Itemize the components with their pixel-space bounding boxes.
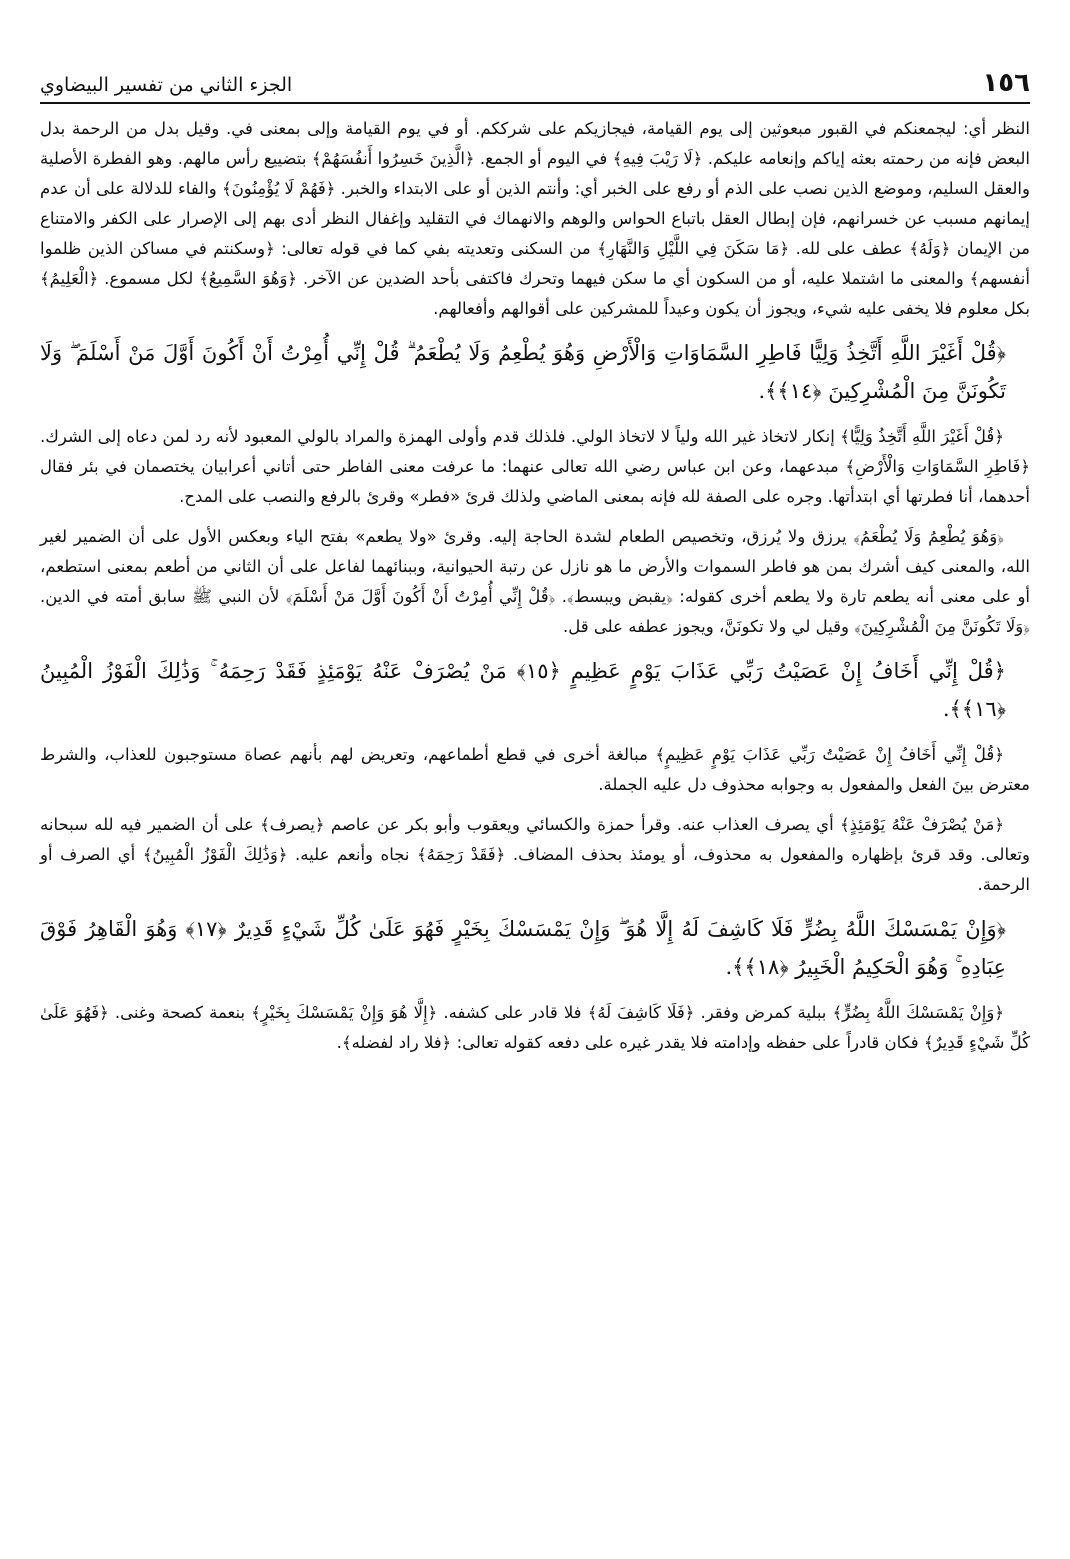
running-title: الجزء الثاني من تفسير البيضاوي	[40, 74, 293, 96]
commentary-paragraph: ﴿وَإِنْ يَمْسَسْكَ اللَّهُ بِضُرٍّ﴾ ببلية كمرض وفقر. ﴿فَلَا كَاشِفَ لَهُ﴾ فلا قادر على كشفه. ﴿إِلَّا هُوَ وَإِنْ يَمْسَسْكَ بِخَيْرٍ﴾ بنعمة كصحة وغنى. ﴿فَهُوَ عَلَىٰ كُلِّ شَيْءٍ قَدِيرٌ﴾ فكان قادراً على حفظه وإدامته فلا يقدر غيره على دفعه كقوله تعالى: ﴿فلا راد لفضله﴾.	[40, 1003, 1030, 1052]
quran-verse: ﴿قُلْ إِنِّي أَخَافُ إِنْ عَصَيْتُ رَبِّي عَذَابَ يَوْمٍ عَظِيمٍ ﴿١٥﴾ مَنْ يُصْرَفْ عَنْهُ يَوْمَئِذٍ فَقَدْ رَحِمَهُ ۚ وَذَٰلِكَ الْفَوْزُ الْمُبِينُ ﴿١٦﴾﴾.	[40, 659, 1006, 721]
commentary-paragraph: ﴿قُلْ إِنِّي أَخَافُ إِنْ عَصَيْتُ رَبِّي عَذَابَ يَوْمٍ عَظِيمٍ﴾ مبالغة أخرى في قطع أطماعهم، وتعريض لهم بأنهم عصاة مستوجبون للعذاب، والشرط معترض بينَ الفعل والمفعول به وجوابه محذوف دل عليه الجملة.	[40, 745, 1030, 794]
book-page	[40, 58, 1030, 1538]
commentary-paragraph: ﴿قُلْ أَغَيْرَ اللَّهِ أَتَّخِذُ وَلِيًّا﴾ إنكار لاتخاذ غير الله ولياً لا لاتخاذ الولي. فلذلك قدم وأولى الهمزة والمراد بالولي المعبود لأنه رد لمن دعاه إلى الشرك. ﴿فَاطِرِ السَّمَاوَاتِ وَالْأَرْضِ﴾ مبدعهما، وعن ابن عباس رضي الله تعالى عنهما: ما عرفت معنى الفاطر حتى أتاني أعرابيان يختصمان في بئر فقال أحدهما، أنا فطرتها أي ابتدأتها. وجره على الصفة لله فإنه بمعنى الماضي ولذلك قرئ «فطر» وقرئ بالرفع والنصب على المدح.	[40, 427, 1030, 506]
page-header	[40, 58, 1030, 104]
commentary-paragraph: النظر أي: ليجمعنكم في القبور مبعوثين إلى يوم القيامة، فيجازيكم على شرككم. أو في يوم القيامة وإلى بمعنى في. وقيل بدل من الرحمة بدل البعض فإنه من رحمته بعثه إياكم وإنعامه عليكم. ﴿لَا رَيْبَ فِيهِ﴾ في اليوم أو الجمع. ﴿الَّذِينَ خَسِرُوا أَنفُسَهُمْ﴾ بتضييع رأس مالهم. وهو الفطرة الأصلية والعقل السليم، وموضع الذين نصب على الذم أو رفع على الخبر أي: وأنتم الذين أو على الابتداء والخبر. ﴿فَهُمْ لَا يُؤْمِنُونَ﴾ والفاء للدلالة على أن عدم إيمانهم مسبب عن خسرانهم، فإن إبطال العقل باتباع الحواس والوهم والانهماك في التقليد وإغفال النظر أدى بهم إلى الإصرار على الكفر والامتناع من الإيمان ﴿وَلَهُ﴾ عطف على لله. ﴿مَا سَكَنَ فِي اللَّيْلِ وَالنَّهَارِ﴾ من السكنى وتعديته بفي كما في قوله تعالى: ﴿وسكنتم في مساكن الذين ظلموا أنفسهم﴾ والمعنى ما اشتملا عليه، أو من السكون أي ما سكن فيهما وتحرك فاكتفى بأحد الضدين عن الآخر. ﴿وَهُوَ السَّمِيعُ﴾ لكل مسموع. ﴿الْعَلِيمُ﴾ بكل معلوم فلا يخفى عليه شيء، ويجوز أن يكون وعيداً للمشركين على أقوالهم وأفعالهم.	[40, 119, 1030, 318]
quran-verse: ﴿وَإِنْ يَمْسَسْكَ اللَّهُ بِضُرٍّ فَلَا كَاشِفَ لَهُ إِلَّا هُوَ ۖ وَإِنْ يَمْسَسْكَ بِخَيْرٍ فَهُوَ عَلَىٰ كُلِّ شَيْءٍ قَدِيرٌ ﴿١٧﴾ وَهُوَ الْقَاهِرُ فَوْقَ عِبَادِهِ ۚ وَهُوَ الْحَكِيمُ الْخَبِيرُ ﴿١٨﴾﴾.	[40, 917, 1006, 979]
quran-verse: ﴿قُلْ أَغَيْرَ اللَّهِ أَتَّخِذُ وَلِيًّا فَاطِرِ السَّمَاوَاتِ وَالْأَرْضِ وَهُوَ يُطْعِمُ وَلَا يُطْعَمُ ۗ قُلْ إِنِّي أُمِرْتُ أَنْ أَكُونَ أَوَّلَ مَنْ أَسْلَمَ ۖ وَلَا تَكُونَنَّ مِنَ الْمُشْرِكِينَ ﴿١٤﴾﴾.	[40, 341, 1006, 403]
commentary-paragraph: ﴿مَنْ يُصْرَفْ عَنْهُ يَوْمَئِذٍ﴾ أي يصرف العذاب عنه. وقرأ حمزة والكسائي ويعقوب وأبو بكر عن عاصم ﴿يصرف﴾ على أن الضمير فيه لله سبحانه وتعالى. وقد قرئ بإظهاره والمفعول به محذوف، أو يومئذ بحذف المضاف. ﴿فَقَدْ رَحِمَهُ﴾ نجاه وأنعم عليه. ﴿وَذَٰلِكَ الْفَوْزُ الْمُبِينُ﴾ أي الصرف أو الرحمة.	[40, 815, 1030, 894]
commentary-paragraph: ﴿وَهُوَ يُطْعِمُ وَلَا يُطْعَمُ﴾ يرزق ولا يُرزق، وتخصيص الطعام لشدة الحاجة إليه. وقرئ «ولا يطعم» بفتح الياء وبعكس الأول على أن الضمير لغير الله، والمعنى كيف أشرك بمن هو فاطر السموات والأرض ما هو نازل عن رتبة الحيوانية، وببنائهما لفاعل على أن الثاني من أطعم بمعنى استطعم، أو على معنى أنه يطعم تارة ولا يطعم أخرى كقوله: ﴿يقبض ويبسط﴾. ﴿قُلْ إِنِّي أُمِرْتُ أَنْ أَكُونَ أَوَّلَ مَنْ أَسْلَمَ﴾ لأن النبي ﷺ سابق أمته في الدين. ﴿وَلَا تَكُونَنَّ مِنَ الْمُشْرِكِينَ﴾ وقيل لي ولا تكونَنَّ، ويجوز عطفه على قل.	[40, 527, 1030, 636]
page-content	[40, 114, 1030, 1058]
page-number: ١٥٦	[982, 68, 1030, 98]
